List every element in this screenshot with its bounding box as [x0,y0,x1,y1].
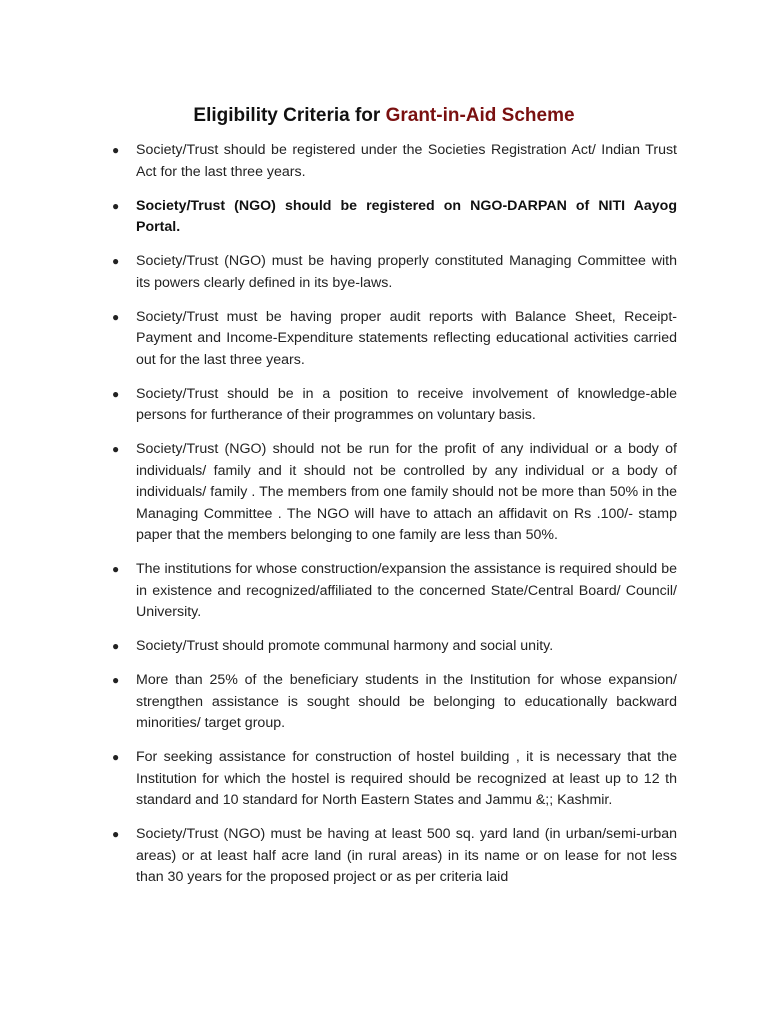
criteria-text: Society/Trust (NGO) should be registered on NGO-DARPAN of NITI Aayog Portal. [136,197,677,235]
criteria-text: Society/Trust should be in a position to receive involvement of knowledge-able persons for furtherance of their programmes on voluntary basis. [136,385,677,423]
bullet-icon: ● [112,386,120,401]
criteria-item [112,140,677,183]
criteria-text: Society/Trust should promote communal harmony and social unity. [136,638,554,654]
bullet-icon: ● [112,562,120,576]
criteria-text: Society/Trust (NGO) should not be run for the profit of any individual or a body of individuals/ family and it should not be controlled by any individual or a body of individuals/ family . The members from one family should not be more than 50% in the Managing Committee . The NGO will have to attach an affidavit on Rs .100/- stamp paper that the members belonging to one family are less than 50%. [136,441,677,543]
bullet-icon: ● [112,198,120,213]
criteria-item [112,196,677,239]
criteria-text: Society/Trust should be registered under the Societies Registration Act/ Indian Trust Act for the last three years. [136,142,677,180]
criteria-text: For seeking assistance for construction of hostel building , it is necessary that the Institution for which the hostel is required should be recognized at least up to 12 th standard and 10 standard for North Eastern States and Jammu &;; Kashmir. [136,749,677,808]
criteria-item [112,559,677,624]
bullet-icon: ● [112,673,120,687]
criteria-item [112,307,677,372]
criteria-item [112,636,677,658]
bullet-icon: ● [112,143,120,157]
title-prefix: Eligibility Criteria for [193,105,386,126]
criteria-text: Society/Trust (NGO) must be having at least 500 sq. yard land (in urban/semi-urban areas) or at least half acre land (in rural areas) in its name or on lease for not less than 30 years for the proposed project or as per criteria laid [136,826,677,885]
criteria-item [112,251,677,294]
bullet-icon: ● [112,827,120,841]
criteria-list [112,140,677,901]
bullet-icon: ● [112,254,120,268]
criteria-item [112,747,677,812]
criteria-item [112,824,677,889]
title-highlight: Grant-in-Aid Scheme [385,105,575,126]
criteria-item [112,439,677,547]
bullet-icon: ● [112,309,120,324]
bullet-icon: ● [112,750,120,764]
criteria-item [112,670,677,735]
criteria-text: Society/Trust must be having proper audit reports with Balance Sheet, Receipt-Payment and Income-Expenditure statements reflecting educational activities carried out for the last three years. [136,308,677,368]
bullet-icon: ● [112,442,120,456]
criteria-text: More than 25% of the beneficiary students in the Institution for whose expansion/ strengthen assistance is sought should be belonging to educationally backward minorities/ target group. [136,672,677,731]
criteria-text: The institutions for whose construction/expansion the assistance is required should be in existence and recognized/affiliated to the concerned State/Central Board/ Council/ University. [136,561,677,620]
page-title [0,103,768,129]
criteria-text: Society/Trust (NGO) must be having properly constituted Managing Committee with its powers clearly defined in its bye-laws. [136,253,677,291]
criteria-item [112,384,677,427]
bullet-icon: ● [112,639,120,653]
